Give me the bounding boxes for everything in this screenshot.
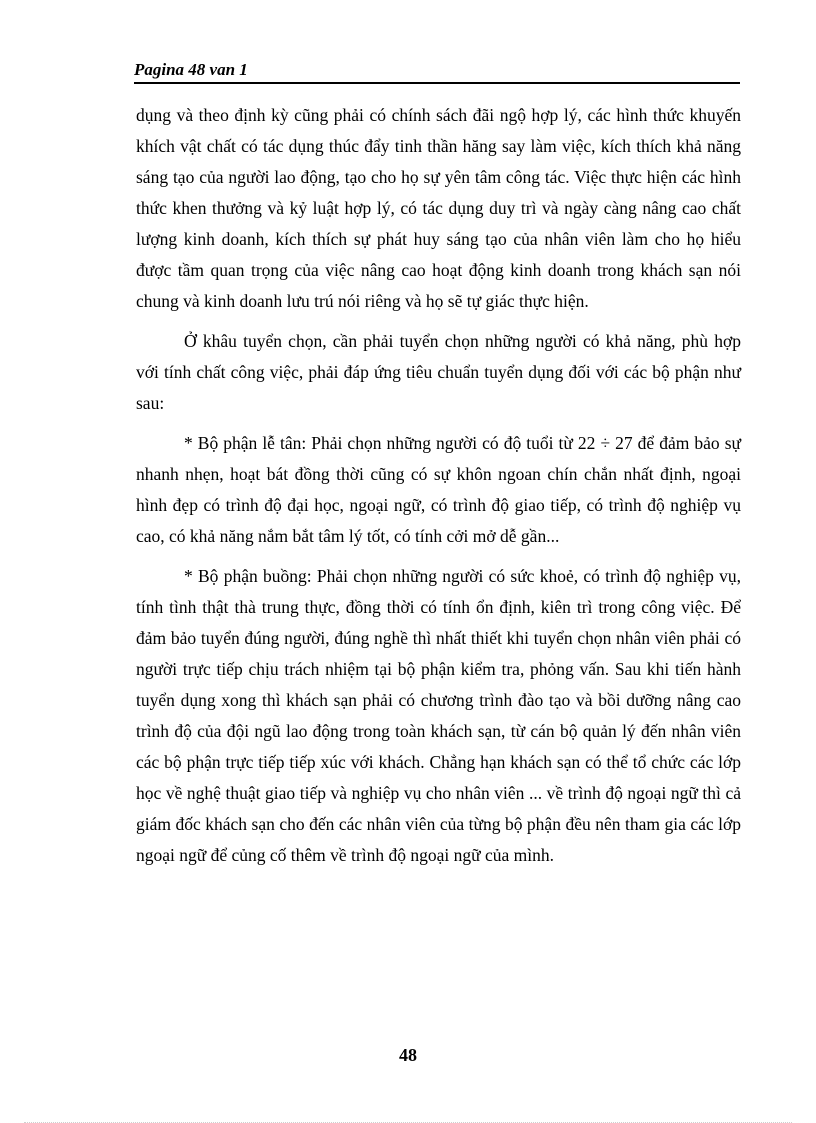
paragraph-recruitment: Ở khâu tuyển chọn, cần phải tuyển chọn những người có khả năng, phù hợp với tính chất công việc, phải đáp ứng tiêu chuẩn tuyển dụng đối với các bộ phận như sau: — [136, 331, 741, 413]
page-number: 48 — [399, 1045, 417, 1065]
paragraph-reception-department: * Bộ phận lễ tân: Phải chọn những người có độ tuổi từ 22 ÷ 27 để đảm bảo sự nhanh nhẹn, hoạt bát đồng thời cũng có sự khôn ngoan chín chắn nhất định, ngoại hình đẹp có trình độ đại học, ngoại ngữ, có trình độ giao tiếp, có trình độ nghiệp vụ cao, có khả năng nắm bắt tâm lý tốt, có tính cởi mở dễ gần... — [136, 433, 741, 546]
paragraph-continuation: dụng và theo định kỳ cũng phải có chính sách đãi ngộ hợp lý, các hình thức khuyến khích vật chất có tác dụng thúc đẩy tinh thần hăng say làm việc, kích thích khả năng sáng tạo của người lao động, tạo cho họ sự yên tâm công tác. Việc thực hiện các hình thức khen thưởng và kỷ luật hợp lý, có tác dụng duy trì và ngày càng nâng cao chất lượng kinh doanh, kích thích sự phát huy sáng tạo của nhân viên làm cho họ hiểu được tầm quan trọng của việc nâng cao hoạt động kinh doanh trong khách sạn nói chung và kinh doanh lưu trú nói riêng và họ sẽ tự giác thực hiện. — [136, 105, 741, 311]
paragraph-housekeeping-department: * Bộ phận buồng: Phải chọn những người có sức khoẻ, có trình độ nghiệp vụ, tính tình thật thà trung thực, đồng thời có tính ổn định, kiên trì trong công việc. Để đảm bảo tuyển đúng người, đúng nghề thì nhất thiết khi tuyển chọn nhân viên phải có người trực tiếp chịu trách nhiệm tại bộ phận kiểm tra, phỏng vấn. Sau khi tiến hành tuyển dụng xong thì khách sạn phải có chương trình đào tạo và bồi dưỡng nâng cao trình độ của đội ngũ lao động trong toàn khách sạn, từ cán bộ quản lý đến nhân viên các bộ phận trực tiếp tiếp xúc với khách. Chẳng hạn khách sạn có thể tổ chức các lớp học về nghệ thuật giao tiếp và nghiệp vụ cho nhân viên ... về trình độ ngoại ngữ thì cả giám đốc khách sạn cho đến các nhân viên của từng bộ phận đều nên tham gia các lớp ngoại ngữ để củng cố thêm về trình độ ngoại ngữ của mình. — [136, 566, 741, 865]
header-title: Pagina 48 van 1 — [134, 60, 248, 79]
document-body — [136, 100, 741, 871]
page-header — [134, 58, 740, 84]
